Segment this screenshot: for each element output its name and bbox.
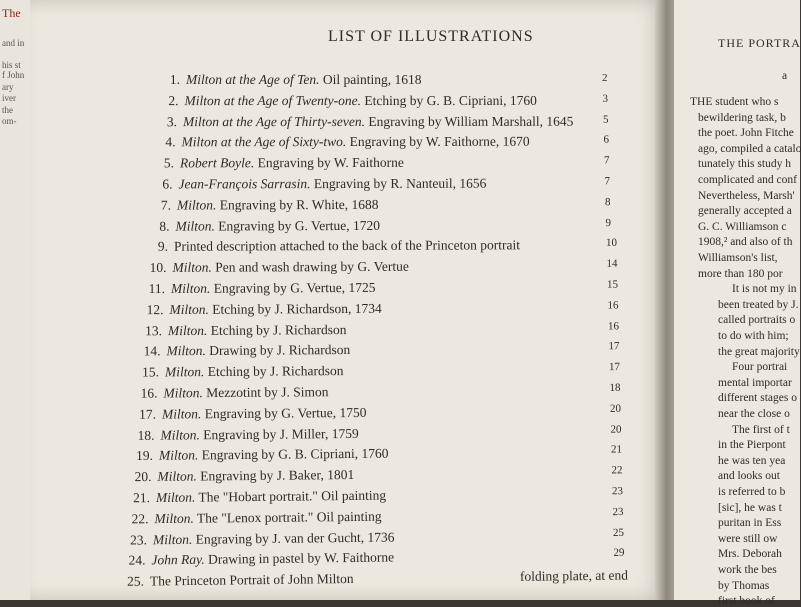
facing-page-line: were still ow <box>718 532 778 545</box>
facing-page-line: complicated and conf <box>698 174 797 186</box>
fragment-text: om- <box>2 116 17 126</box>
item-subject: Milton. <box>167 322 208 338</box>
item-number: 11. <box>148 280 166 297</box>
facing-page-line: by Thomas <box>718 579 770 592</box>
item-description: The "Lenox portrait." Oil painting <box>196 508 382 526</box>
item-page-number: 8 <box>604 195 611 208</box>
item-description: Engraving by G. Vertue, 1720 <box>218 217 381 234</box>
facing-page-line: The first of t <box>732 423 790 436</box>
list-page <box>30 0 665 600</box>
item-description: Engraving by J. Miller, 1759 <box>203 425 359 442</box>
item-description: Etching by G. B. Cipriani, 1760 <box>364 92 537 108</box>
item-page-number: 2 <box>602 72 608 84</box>
item-subject: Milton. <box>157 468 197 485</box>
item-subject: Milton. <box>169 301 209 317</box>
item-page-number: 22 <box>611 464 623 477</box>
item-page-number: 16 <box>607 299 619 312</box>
item-description: Engraving by R. Nanteuil, 1656 <box>313 175 487 192</box>
facing-page-line: puritan in Ess <box>718 517 782 530</box>
item-description: Engraving by J. Baker, 1801 <box>200 467 355 484</box>
item-description: Engraving by G. B. Cipriani, 1760 <box>201 446 389 463</box>
facing-page-line: [sic], he was t <box>718 501 782 514</box>
item-number: 6. <box>162 176 173 192</box>
list-item <box>30 402 670 425</box>
list-item <box>30 155 670 174</box>
item-number: 18. <box>137 427 155 443</box>
item-subject: Milton. <box>161 406 202 422</box>
list-item <box>30 340 670 362</box>
item-subject: Milton. <box>155 489 196 506</box>
list-item <box>30 175 670 195</box>
item-subject: Milton at the Age of Ten. <box>186 72 320 87</box>
fragment-text: the <box>2 105 13 115</box>
item-subject: Milton. <box>170 280 211 296</box>
item-page-number: 5 <box>602 113 609 126</box>
facing-page <box>674 0 801 607</box>
facing-page-line: different stages o <box>718 392 797 405</box>
facing-page-line: to do with him; <box>718 330 789 342</box>
item-page-number: 29 <box>613 547 625 560</box>
list-item <box>30 299 670 321</box>
facing-page-line: is referred to b <box>718 486 786 498</box>
item-page-number: 20 <box>609 402 622 415</box>
facing-page-line: generally accepted a <box>698 205 792 218</box>
item-number: 25. <box>127 573 145 589</box>
facing-page-line: tunately this study h <box>698 158 791 171</box>
list-item <box>30 134 670 153</box>
fragment-text: and in <box>2 38 25 48</box>
item-page-number: 9 <box>605 216 612 229</box>
item-number: 4. <box>165 134 176 150</box>
item-description: Printed description attached to the back of the Princeton portrait <box>173 237 521 255</box>
facing-page-line: the great majority <box>718 345 800 358</box>
list-item <box>30 72 670 90</box>
facing-page-line: bewildering task, b <box>698 111 786 124</box>
item-number: 21. <box>133 490 151 506</box>
item-subject: Milton. <box>176 197 217 213</box>
item-number: 13. <box>145 322 163 338</box>
list-item <box>30 423 670 447</box>
item-subject: Milton. <box>158 447 199 464</box>
list-item <box>30 216 670 236</box>
item-description: Drawing in pastel by W. Faithorne <box>208 549 395 568</box>
fragment-text: The <box>2 6 21 20</box>
item-subject: Milton. <box>154 510 194 526</box>
item-page-number: 14 <box>606 257 618 270</box>
item-subject: John Ray. <box>151 552 205 568</box>
item-subject: Milton. <box>152 531 193 547</box>
item-description: Engraving by J. van der Gucht, 1736 <box>195 529 395 547</box>
item-page-number: 7 <box>603 154 610 167</box>
facing-page-line: been treated by J. <box>718 298 799 311</box>
item-page-number: 10 <box>605 237 618 250</box>
list-item <box>30 320 670 342</box>
page-title: LIST OF ILLUSTRATIONS <box>328 28 534 45</box>
list-item <box>30 237 670 258</box>
item-description: Etching by J. Richardson, 1734 <box>212 300 382 317</box>
facing-page-line: Four portrai <box>732 361 788 374</box>
item-description: Engraving by W. Faithorne <box>257 155 404 171</box>
list-item <box>30 567 670 593</box>
item-subject: Milton. <box>160 426 200 443</box>
item-description: Engraving by R. White, 1688 <box>219 196 379 213</box>
facing-page-title: THE PORTRA <box>718 36 801 50</box>
fragment-text: ary <box>2 82 14 92</box>
list-item <box>30 361 670 384</box>
facing-page-line: in the Pierpont <box>718 439 786 452</box>
item-subject: Milton. <box>172 259 212 276</box>
item-subject: Milton. <box>163 385 203 401</box>
facing-page-line: and looks out <box>718 470 780 483</box>
item-page-number: 17 <box>608 340 620 353</box>
facing-page-line: near the close o <box>718 408 790 420</box>
facing-page-line: Mrs. Deborah <box>718 548 782 561</box>
item-page-number: 18 <box>609 381 621 394</box>
list-item <box>30 196 670 216</box>
item-description: Drawing by J. Richardson <box>209 342 351 359</box>
item-subject: Milton. <box>175 218 215 234</box>
item-number: 1. <box>169 72 180 87</box>
item-page-number: 23 <box>612 505 624 518</box>
item-number: 17. <box>139 406 157 422</box>
item-page-number: folding plate, at end <box>519 567 629 585</box>
item-number: 20. <box>134 469 152 485</box>
item-number: 12. <box>146 301 164 317</box>
item-description: Engraving by W. Faithorne, 1670 <box>349 134 530 150</box>
item-page-number: 15 <box>606 278 619 291</box>
item-description: Engraving by G. Vertue, 1750 <box>204 404 367 422</box>
item-description: Engraving by G. Vertue, 1725 <box>213 279 376 296</box>
facing-page-line: more than 180 por <box>698 267 783 280</box>
facing-page-line: called portraits o <box>718 314 796 327</box>
item-page-number: 23 <box>611 485 624 498</box>
item-number: 16. <box>140 385 158 401</box>
facing-page-line: ago, compiled a catalo <box>698 142 801 155</box>
item-description: Mezzotint by J. Simon <box>206 384 329 401</box>
item-number: 24. <box>128 552 146 569</box>
item-subject: Robert Boyle. <box>179 155 255 171</box>
item-page-number: 20 <box>610 423 622 436</box>
item-number: 7. <box>160 197 172 213</box>
fragment-text: iver <box>2 93 16 103</box>
facing-page-line: Nevertheless, Marsh' <box>698 189 795 202</box>
list-item <box>30 113 670 132</box>
facing-page-line: first book of <box>718 595 775 607</box>
item-description: Engraving by William Marshall, 1645 <box>368 113 574 129</box>
facing-page-line: Williamson's list, <box>698 252 778 264</box>
item-subject: Milton at the Age of Thirty-seven. <box>182 113 365 129</box>
facing-page-line: It is not my in <box>732 283 797 296</box>
list-item <box>30 381 670 404</box>
item-page-number: 25 <box>612 526 625 539</box>
item-number: 5. <box>163 155 175 171</box>
item-page-number: 3 <box>602 92 609 105</box>
facing-page-subtitle: a <box>782 70 788 82</box>
list-item <box>30 258 670 279</box>
item-description: Pen and wash drawing by G. Vertue <box>215 258 409 275</box>
item-subject: Milton at the Age of Sixty-two. <box>181 134 347 150</box>
item-subject: Jean-François Sarrasin. <box>178 176 311 192</box>
item-number: 8. <box>159 218 170 234</box>
fragment-text: f John <box>2 70 25 80</box>
item-description: The "Hobart portrait." Oil painting <box>198 487 387 505</box>
facing-page-line: G. C. Williamson c <box>698 220 787 233</box>
item-number: 19. <box>136 448 154 464</box>
item-description: Etching by J. Richardson <box>207 363 344 380</box>
item-number: 9. <box>157 239 169 255</box>
item-number: 14. <box>143 343 161 359</box>
item-subject: Milton. <box>164 364 205 380</box>
facing-page-line: the poet. John Fitche <box>698 127 794 140</box>
item-page-number: 21 <box>610 443 623 456</box>
facing-page-line: work the bes <box>718 564 777 576</box>
facing-page-line: he was ten yea <box>718 454 786 467</box>
list-item <box>30 93 670 111</box>
fragment-text: his st <box>2 60 21 70</box>
item-number: 22. <box>131 511 149 527</box>
previous-page-edge <box>0 0 34 600</box>
item-number: 10. <box>149 260 167 276</box>
item-number: 2. <box>168 92 179 108</box>
item-number: 3. <box>166 113 178 129</box>
item-page-number: 6 <box>603 133 610 146</box>
item-page-number: 17 <box>608 361 621 374</box>
item-subject: Milton. <box>166 343 206 359</box>
facing-page-line: THE student who s <box>690 96 779 108</box>
item-number: 15. <box>142 364 160 380</box>
facing-page-line: mental importar <box>718 376 792 389</box>
item-page-number: 7 <box>604 175 611 188</box>
item-description: Etching by J. Richardson <box>210 321 347 338</box>
item-page-number: 16 <box>607 319 620 332</box>
item-description: The Princeton Portrait of John Milton <box>149 571 354 589</box>
item-subject: Milton at the Age of Twenty-one. <box>184 92 361 108</box>
list-item <box>30 278 670 299</box>
item-number: 23. <box>130 531 148 548</box>
item-description: Oil painting, 1618 <box>322 72 422 87</box>
facing-page-line: 1908,² and also of th <box>698 236 793 249</box>
